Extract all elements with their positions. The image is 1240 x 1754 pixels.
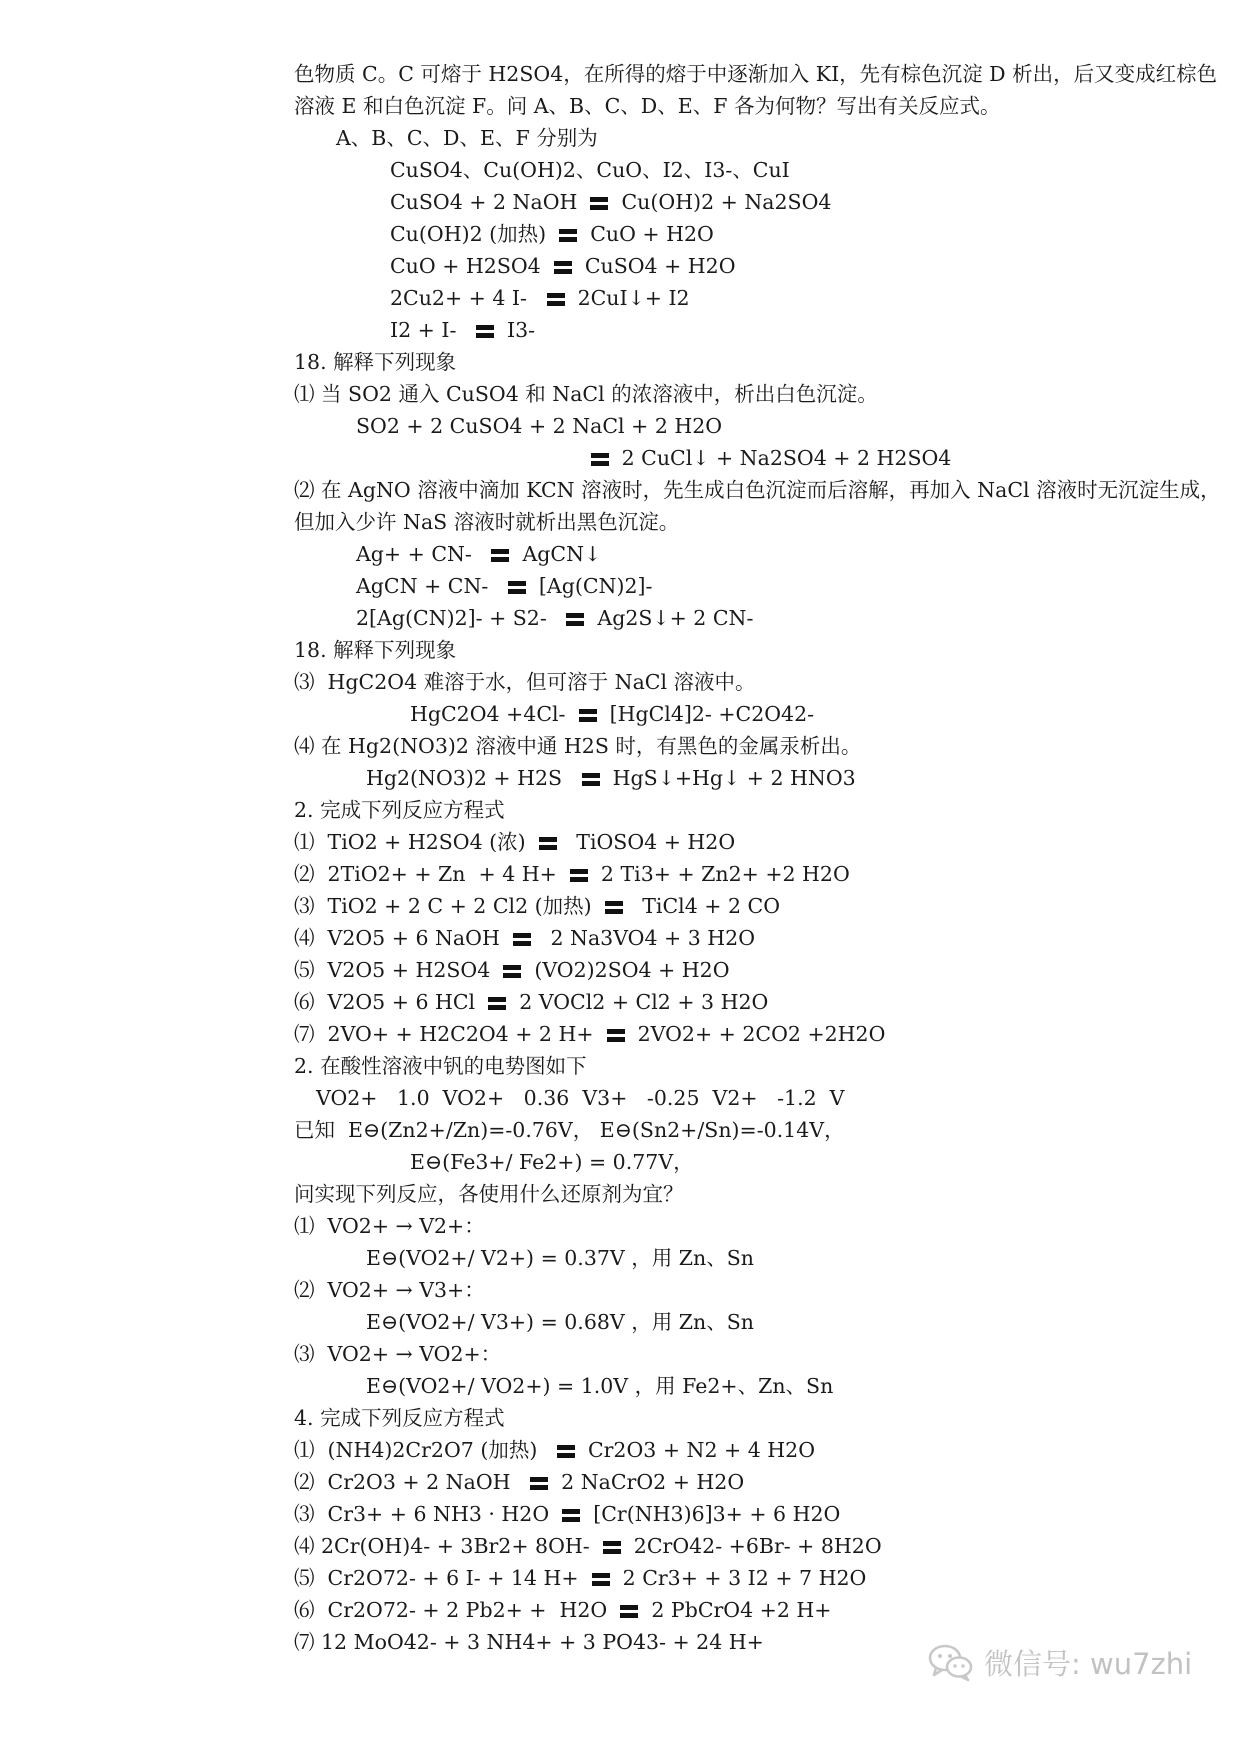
watermark-text: 微信号: wu7zhi <box>984 1646 1193 1681</box>
text-line: ⑷ 2Cr(OH)4- + 3Br2+ 8OH- 2CrO42- +6Br- + 8H2O <box>294 1534 882 1558</box>
text-line: 2Cu2+ + 4 I- 2CuI↓+ I2 <box>390 286 690 310</box>
text-line: 2. 在酸性溶液中钒的电势图如下 <box>294 1054 587 1078</box>
text-line: ⑴ VO2+ → V2+： <box>294 1214 485 1238</box>
text-line: ⑴ (NH4)2Cr2O7 (加热) Cr2O3 + N2 + 4 H2O <box>294 1438 815 1462</box>
text-line: ⑴ 当 SO2 通入 CuSO4 和 NaCl 的浓溶液中，析出白色沉淀。 <box>294 382 878 406</box>
text-line: E⊖(VO2+/ VO2+) = 1.0V ，用 Fe2+、Zn、Sn <box>366 1374 834 1398</box>
equals-sign <box>554 261 572 274</box>
text-line: ⑹ Cr2O72- + 2 Pb2+ + H2O 2 PbCrO4 +2 H+ <box>294 1598 832 1622</box>
text-line: 已知 E⊖(Zn2+/Zn)=-0.76V， E⊖(Sn2+/Sn)=-0.14V， <box>294 1118 845 1142</box>
equals-sign <box>592 1573 610 1586</box>
equals-sign <box>488 997 506 1010</box>
text-line: 色物质 C。C 可熔于 H2SO4，在所得的熔于中逐渐加入 KI，先有棕色沉淀 D 析出，后又变成红棕色 <box>294 62 1218 86</box>
text-line: CuO + H2SO4 CuSO4 + H2O <box>390 254 736 278</box>
text-line: ⑸ Cr2O72- + 6 I- + 14 H+ 2 Cr3+ + 3 I2 + 7 H2O <box>294 1566 867 1590</box>
text-line: Hg2(NO3)2 + H2S HgS↓+Hg↓ + 2 HNO3 <box>366 766 856 790</box>
wechat-logo-icon <box>928 1642 974 1682</box>
text-line: 18. 解释下列现象 <box>294 638 457 662</box>
text-line: ⑸ V2O5 + H2SO4 (VO2)2SO4 + H2O <box>294 958 730 982</box>
equals-sign <box>579 709 597 722</box>
text-line: 问实现下列反应，各使用什么还原剂为宜？ <box>294 1182 684 1206</box>
equals-sign <box>562 1509 580 1522</box>
text-line: ⑶ TiO2 + 2 C + 2 Cl2 (加热) TiCl4 + 2 CO <box>294 894 781 918</box>
text-line: E⊖(Fe3+/ Fe2+) = 0.77V， <box>410 1150 694 1174</box>
equals-sign <box>620 1605 638 1618</box>
equals-sign <box>590 197 608 210</box>
text-line: ⑷ V2O5 + 6 NaOH 2 Na3VO4 + 3 H2O <box>294 926 756 950</box>
text-line: 2 CuCl↓ + Na2SO4 + 2 H2SO4 <box>584 448 951 469</box>
text-line: ⑷ 在 Hg2(NO3)2 溶液中通 H2S 时，有黑色的金属汞析出。 <box>294 734 862 758</box>
equals-sign <box>539 837 557 850</box>
equals-sign <box>566 613 584 626</box>
text-line: A、B、C、D、E、F 分别为 <box>336 126 598 150</box>
text-line: ⑹ V2O5 + 6 HCl 2 VOCl2 + Cl2 + 3 H2O <box>294 990 769 1014</box>
equals-sign <box>605 901 623 914</box>
text-line: 2[Ag(CN)2]- + S2- Ag2S↓+ 2 CN- <box>356 606 754 630</box>
equals-sign <box>603 1541 621 1554</box>
text-line: SO2 + 2 CuSO4 + 2 NaCl + 2 H2O <box>356 414 723 438</box>
equals-sign <box>503 965 521 978</box>
text-line: ⑵ 2TiO2+ + Zn + 4 H+ 2 Ti3+ + Zn2+ +2 H2O <box>294 862 850 886</box>
text-line: HgC2O4 +4Cl- [HgCl4]2- +C2O42- <box>410 702 815 726</box>
equals-sign <box>491 549 509 562</box>
text-line: ⑵ Cr2O3 + 2 NaOH 2 NaCrO2 + H2O <box>294 1470 745 1494</box>
text-line: 4. 完成下列反应方程式 <box>294 1406 505 1430</box>
text-line: 2. 完成下列反应方程式 <box>294 798 505 822</box>
text-line: ⑴ TiO2 + H2SO4 (浓) TiOSO4 + H2O <box>294 830 736 854</box>
text-line: ⑵ 在 AgNO 溶液中滴加 KCN 溶液时，先生成白色沉淀而后溶解，再加入 NaCl 溶液时无沉淀生成， <box>294 478 1221 502</box>
equals-sign <box>559 229 577 242</box>
text-line: E⊖(VO2+/ V3+) = 0.68V ，用 Zn、Sn <box>366 1310 754 1334</box>
text-line: 18. 解释下列现象 <box>294 350 457 374</box>
text-line: ⑶ Cr3+ + 6 NH3 · H2O [Cr(NH3)6]3+ + 6 H2O <box>294 1502 841 1526</box>
text-line: CuSO4、Cu(OH)2、CuO、I2、I3-、CuI <box>390 158 790 182</box>
equals-sign <box>570 869 588 882</box>
text-line: AgCN + CN- [Ag(CN)2]- <box>356 574 653 598</box>
equals-sign <box>582 773 600 786</box>
text-line: 但加入少许 NaS 溶液时就析出黑色沉淀。 <box>294 510 680 534</box>
equals-sign <box>513 933 531 946</box>
equals-sign <box>547 293 565 306</box>
equals-sign <box>607 1029 625 1042</box>
equals-sign <box>557 1445 575 1458</box>
equals-sign <box>508 581 526 594</box>
text-line: I2 + I- I3- <box>390 318 536 342</box>
text-line: CuSO4 + 2 NaOH Cu(OH)2 + Na2SO4 <box>390 190 832 214</box>
text-line: Ag+ + CN- AgCN↓ <box>356 542 602 566</box>
equals-sign <box>476 325 494 338</box>
text-line: ⑺ 12 MoO42- + 3 NH4+ + 3 PO43- + 24 H+ <box>294 1630 764 1654</box>
text-line: 溶液 E 和白色沉淀 F。问 A、B、C、D、E、F 各为何物？写出有关反应式。 <box>294 94 1001 118</box>
text-line: ⑶ VO2+ → VO2+： <box>294 1342 502 1366</box>
text-line: ⑵ VO2+ → V3+： <box>294 1278 485 1302</box>
equals-sign <box>530 1477 548 1490</box>
text-line: ⑶ HgC2O4 难溶于水，但可溶于 NaCl 溶液中。 <box>294 670 756 694</box>
equals-sign <box>591 453 609 466</box>
text-line: ⑺ 2VO+ + H2C2O4 + 2 H+ 2VO2+ + 2CO2 +2H2O <box>294 1022 886 1046</box>
watermark <box>928 1642 1192 1682</box>
text-line: E⊖(VO2+/ V2+) = 0.37V ，用 Zn、Sn <box>366 1246 754 1270</box>
text-line: Cu(OH)2 (加热) CuO + H2O <box>390 222 714 246</box>
text-line: VO2+ 1.0 VO2+ 0.36 V3+ -0.25 V2+ -1.2 V <box>316 1086 845 1110</box>
